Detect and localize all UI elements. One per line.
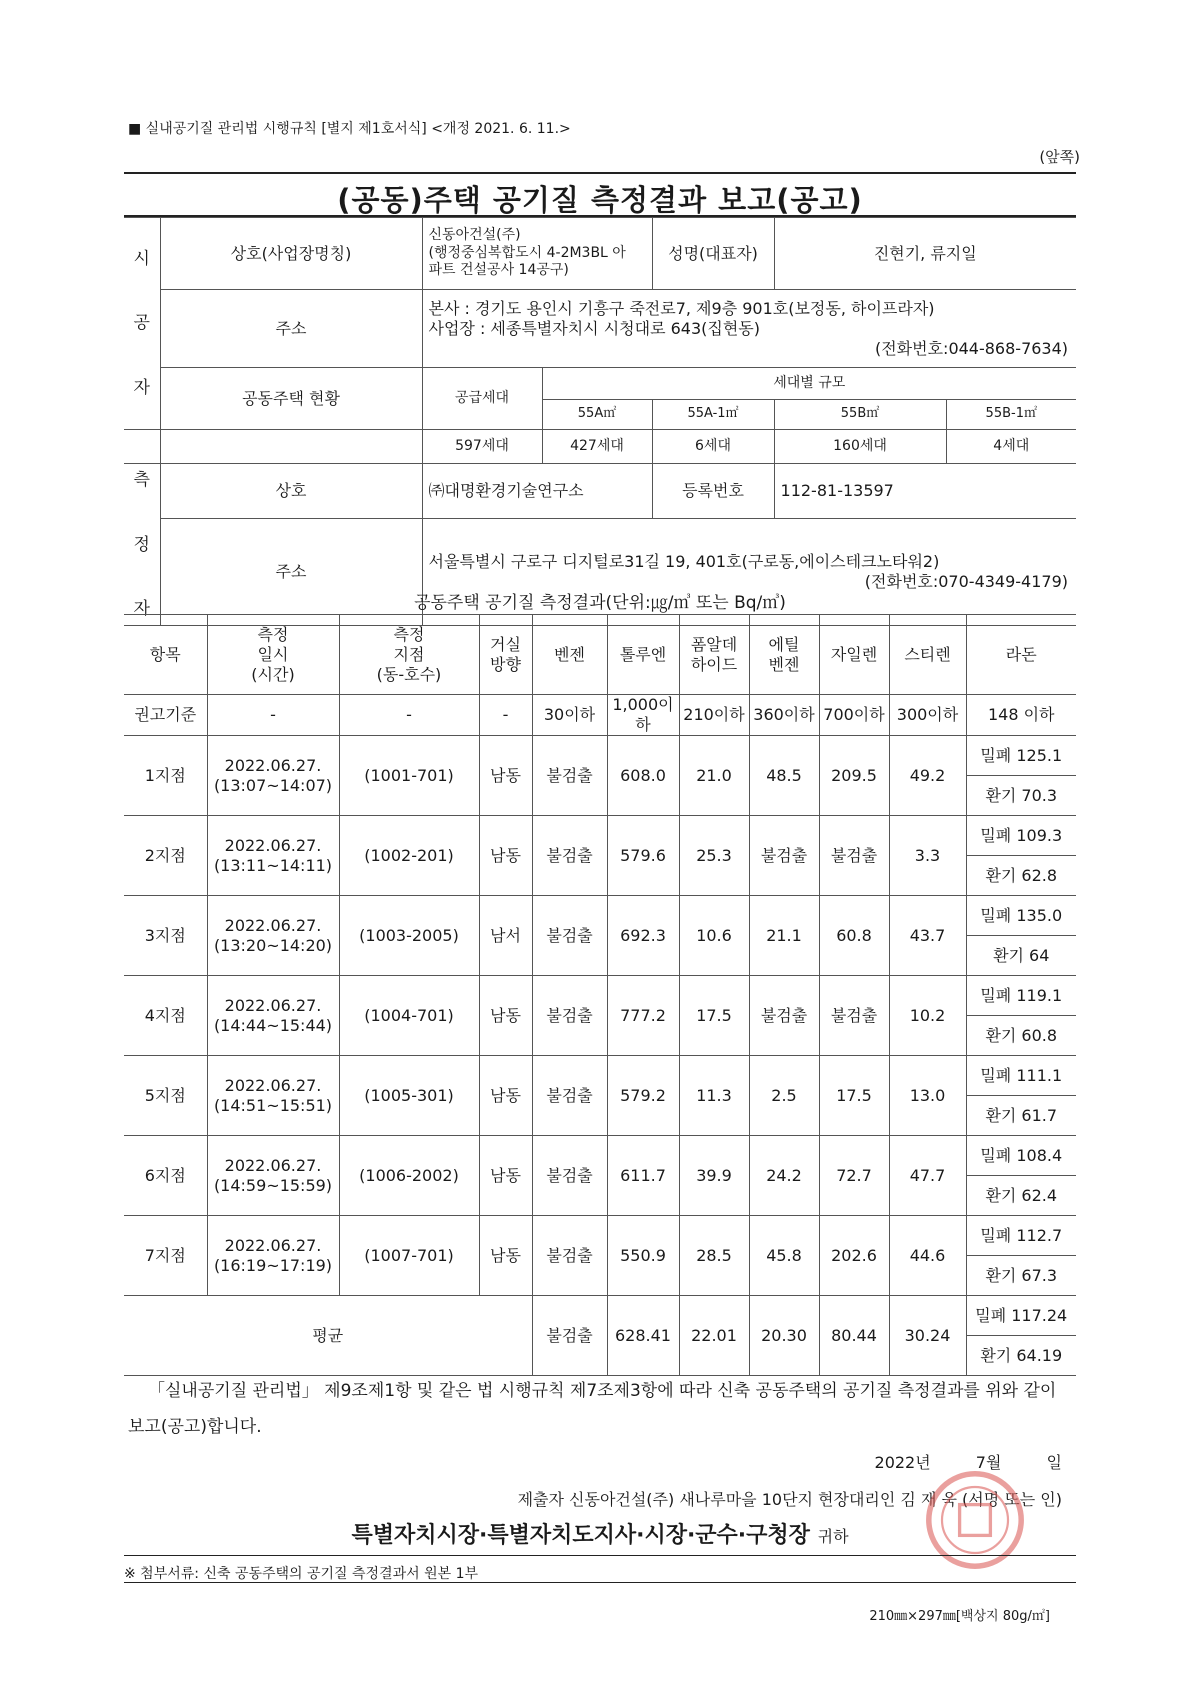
representative-value: 진현기, 류지일 bbox=[774, 218, 1076, 290]
living-direction: 남동 bbox=[479, 1216, 532, 1296]
measure-datetime: 2022.06.27. (16:19~17:19) bbox=[207, 1216, 339, 1296]
measure-datetime: 2022.06.27. (14:51~15:51) bbox=[207, 1056, 339, 1136]
official-seal-stamp bbox=[920, 1465, 1030, 1575]
living-direction: 남동 bbox=[479, 1136, 532, 1216]
formaldehyde-value: 10.6 bbox=[679, 896, 749, 976]
address-label: 주소 bbox=[160, 290, 422, 368]
company-value: 신동아건설(주) (행정중심복합도시 4-2M3BL 아 파트 건설공사 14공구) bbox=[422, 218, 652, 290]
measure-location: (1004-701) bbox=[339, 976, 479, 1056]
header-ethylbenzene: 에틸 벤젠 bbox=[749, 615, 819, 695]
point-label: 6지점 bbox=[124, 1136, 207, 1216]
registration-label: 등록번호 bbox=[652, 464, 774, 519]
xylene-value: 불검출 bbox=[819, 976, 889, 1056]
measure-location: (1002-201) bbox=[339, 816, 479, 896]
radon-closed-value: 밀폐 111.1 bbox=[966, 1056, 1076, 1096]
company-label: 상호(사업장명칭) bbox=[160, 218, 422, 290]
measure-datetime: 2022.06.27. (13:07~14:07) bbox=[207, 736, 339, 816]
standard-benzene: 30이하 bbox=[532, 695, 607, 736]
header-formaldehyde: 폼알데 하이드 bbox=[679, 615, 749, 695]
measure-location: (1003-2005) bbox=[339, 896, 479, 976]
average-radon-vent: 환기 64.19 bbox=[966, 1336, 1076, 1376]
styrene-value: 3.3 bbox=[889, 816, 966, 896]
info-table bbox=[124, 217, 1076, 626]
housing-label: 공동주택 현황 bbox=[160, 368, 422, 430]
table-row bbox=[124, 1056, 1076, 1096]
header-datetime: 측정 일시 (시간) bbox=[207, 615, 339, 695]
recipient-title: 특별자치시장·특별자치도지사·시장·군수·구청장 bbox=[351, 1523, 810, 1548]
toluene-value: 777.2 bbox=[607, 976, 679, 1056]
point-label: 7지점 bbox=[124, 1216, 207, 1296]
radon-vent-value: 환기 61.7 bbox=[966, 1096, 1076, 1136]
xylene-value: 60.8 bbox=[819, 896, 889, 976]
average-styrene: 30.24 bbox=[889, 1296, 966, 1376]
point-label: 2지점 bbox=[124, 816, 207, 896]
measure-location: (1005-301) bbox=[339, 1056, 479, 1136]
header-styrene: 스티렌 bbox=[889, 615, 966, 695]
average-radon-closed: 밀폐 117.24 bbox=[966, 1296, 1076, 1336]
radon-closed-value: 밀폐 119.1 bbox=[966, 976, 1076, 1016]
radon-vent-value: 환기 60.8 bbox=[966, 1016, 1076, 1056]
formaldehyde-value: 39.9 bbox=[679, 1136, 749, 1216]
results-table bbox=[124, 614, 1076, 1376]
styrene-value: 43.7 bbox=[889, 896, 966, 976]
measurer-phone: (전화번호:070-4349-4179) bbox=[864, 572, 1069, 592]
formaldehyde-value: 21.0 bbox=[679, 736, 749, 816]
measure-location: (1006-2002) bbox=[339, 1136, 479, 1216]
toluene-value: 611.7 bbox=[607, 1136, 679, 1216]
date-year: 2022년 bbox=[874, 1453, 931, 1472]
formaldehyde-value: 28.5 bbox=[679, 1216, 749, 1296]
ethylbenzene-value: 24.2 bbox=[749, 1136, 819, 1216]
table-row bbox=[124, 1216, 1076, 1256]
header-item: 항목 bbox=[124, 615, 207, 695]
page-side-label: (앞쪽) bbox=[1039, 148, 1080, 166]
count-55b: 160세대 bbox=[774, 430, 946, 464]
standard-label: 권고기준 bbox=[124, 695, 207, 736]
living-direction: 남동 bbox=[479, 1056, 532, 1136]
header-direction: 거실 방향 bbox=[479, 615, 532, 695]
address-phone: (전화번호:044-868-7634) bbox=[874, 338, 1069, 358]
address-value bbox=[422, 290, 1076, 368]
measure-location: (1007-701) bbox=[339, 1216, 479, 1296]
attachment-rule-bottom bbox=[124, 1582, 1076, 1583]
radon-vent-value: 환기 70.3 bbox=[966, 776, 1076, 816]
measure-location: (1001-701) bbox=[339, 736, 479, 816]
measurer-company-label: 상호 bbox=[160, 464, 422, 519]
living-direction: 남동 bbox=[479, 976, 532, 1056]
attachment-rule-top bbox=[124, 1555, 1076, 1556]
formaldehyde-value: 17.5 bbox=[679, 976, 749, 1056]
paper-spec: 210㎜×297㎜[백상지 80g/㎡] bbox=[869, 1609, 1050, 1624]
type-55a-1: 55A-1㎡ bbox=[652, 400, 774, 430]
results-title: 공동주택 공기질 측정결과(단위:㎍/㎥ 또는 Bq/㎥) bbox=[414, 593, 786, 613]
standard-styrene: 300이하 bbox=[889, 695, 966, 736]
living-direction: 남서 bbox=[479, 896, 532, 976]
date-day: 일 bbox=[1046, 1453, 1062, 1472]
radon-closed-value: 밀폐 125.1 bbox=[966, 736, 1076, 776]
formaldehyde-value: 11.3 bbox=[679, 1056, 749, 1136]
header-benzene: 벤젠 bbox=[532, 615, 607, 695]
radon-vent-value: 환기 67.3 bbox=[966, 1256, 1076, 1296]
ethylbenzene-value: 2.5 bbox=[749, 1056, 819, 1136]
representative-label: 성명(대표자) bbox=[652, 218, 774, 290]
toluene-value: 692.3 bbox=[607, 896, 679, 976]
measure-datetime: 2022.06.27. (14:44~15:44) bbox=[207, 976, 339, 1056]
table-row bbox=[124, 976, 1076, 1016]
measure-datetime: 2022.06.27. (13:11~14:11) bbox=[207, 816, 339, 896]
benzene-value: 불검출 bbox=[532, 976, 607, 1056]
table-row bbox=[124, 816, 1076, 856]
standard-toluene: 1,000이하 bbox=[607, 695, 679, 736]
living-direction: 남동 bbox=[479, 816, 532, 896]
toluene-value: 608.0 bbox=[607, 736, 679, 816]
measure-datetime: 2022.06.27. (13:20~14:20) bbox=[207, 896, 339, 976]
scale-label: 세대별 규모 bbox=[542, 368, 1076, 400]
measurer-group-label: 측 정 자 bbox=[124, 464, 160, 626]
registration-value: 112-81-13597 bbox=[774, 464, 1076, 519]
styrene-value: 10.2 bbox=[889, 976, 966, 1056]
attachment-note: ※ 첨부서류: 신축 공동주택의 공기질 측정결과서 원본 1부 bbox=[124, 1566, 479, 1582]
radon-closed-value: 밀폐 135.0 bbox=[966, 896, 1076, 936]
styrene-value: 44.6 bbox=[889, 1216, 966, 1296]
toluene-value: 579.2 bbox=[607, 1056, 679, 1136]
statement: 「실내공기질 관리법」 제9조제1항 및 같은 법 시행규칙 제7조제3항에 따라 신축 공동주택의 공기질 측정결과를 위와 같이 보고(공고)합니다. bbox=[128, 1381, 1057, 1437]
styrene-value: 13.0 bbox=[889, 1056, 966, 1136]
ethylbenzene-value: 불검출 bbox=[749, 816, 819, 896]
average-ethylbenzene: 20.30 bbox=[749, 1296, 819, 1376]
toluene-value: 579.6 bbox=[607, 816, 679, 896]
form-header: ■ 실내공기질 관리법 시행규칙 [별지 제1호서식] <개정 2021. 6. 11.> bbox=[128, 121, 571, 137]
xylene-value: 202.6 bbox=[819, 1216, 889, 1296]
radon-vent-value: 환기 62.8 bbox=[966, 856, 1076, 896]
xylene-value: 불검출 bbox=[819, 816, 889, 896]
standard-row bbox=[124, 695, 1076, 736]
point-label: 4지점 bbox=[124, 976, 207, 1056]
measurer-company-value: ㈜대명환경기술연구소 bbox=[422, 464, 652, 519]
average-formaldehyde: 22.01 bbox=[679, 1296, 749, 1376]
measurer-address-line: 서울특별시 구로구 디지털로31길 19, 401호(구로동,에이스테크노타워2) bbox=[428, 552, 940, 572]
ethylbenzene-value: 48.5 bbox=[749, 736, 819, 816]
page-title: (공동)주택 공기질 측정결과 보고(공고) bbox=[337, 183, 863, 217]
point-label: 5지점 bbox=[124, 1056, 207, 1136]
table-row bbox=[124, 736, 1076, 776]
header-toluene: 톨루엔 bbox=[607, 615, 679, 695]
xylene-value: 209.5 bbox=[819, 736, 889, 816]
toluene-value: 550.9 bbox=[607, 1216, 679, 1296]
formaldehyde-value: 25.3 bbox=[679, 816, 749, 896]
standard-direction: - bbox=[479, 695, 532, 736]
ethylbenzene-value: 45.8 bbox=[749, 1216, 819, 1296]
ethylbenzene-value: 불검출 bbox=[749, 976, 819, 1056]
date-month: 7월 bbox=[975, 1453, 1002, 1472]
benzene-value: 불검출 bbox=[532, 816, 607, 896]
benzene-value: 불검출 bbox=[532, 1136, 607, 1216]
type-55b-1: 55B-1㎡ bbox=[946, 400, 1076, 430]
xylene-value: 72.7 bbox=[819, 1136, 889, 1216]
standard-formaldehyde: 210이하 bbox=[679, 695, 749, 736]
standard-xylene: 700이하 bbox=[819, 695, 889, 736]
living-direction: 남동 bbox=[479, 736, 532, 816]
radon-closed-value: 밀폐 112.7 bbox=[966, 1216, 1076, 1256]
count-55a: 427세대 bbox=[542, 430, 652, 464]
header-location: 측정 지점 (동-호수) bbox=[339, 615, 479, 695]
standard-radon: 148 이하 bbox=[966, 695, 1076, 736]
average-xylene: 80.44 bbox=[819, 1296, 889, 1376]
title-rule-top bbox=[124, 172, 1076, 174]
table-row bbox=[124, 1136, 1076, 1176]
benzene-value: 불검출 bbox=[532, 736, 607, 816]
ethylbenzene-value: 21.1 bbox=[749, 896, 819, 976]
table-row bbox=[124, 896, 1076, 936]
count-55b-1: 4세대 bbox=[946, 430, 1076, 464]
benzene-value: 불검출 bbox=[532, 896, 607, 976]
average-benzene: 불검출 bbox=[532, 1296, 607, 1376]
point-label: 1지점 bbox=[124, 736, 207, 816]
radon-vent-value: 환기 62.4 bbox=[966, 1176, 1076, 1216]
address-line-2: 사업장 : 세종특별자치시 시청대로 643(집현동) bbox=[428, 318, 761, 338]
radon-vent-value: 환기 64 bbox=[966, 936, 1076, 976]
benzene-value: 불검출 bbox=[532, 1056, 607, 1136]
benzene-value: 불검출 bbox=[532, 1216, 607, 1296]
point-label: 3지점 bbox=[124, 896, 207, 976]
type-55a: 55A㎡ bbox=[542, 400, 652, 430]
standard-datetime: - bbox=[207, 695, 339, 736]
count-55a-1: 6세대 bbox=[652, 430, 774, 464]
type-55b: 55B㎡ bbox=[774, 400, 946, 430]
submitter: 제출자 신동아건설(주) 새나루마을 10단지 현장대리인 김 재 욱 (서명 또는 인) bbox=[517, 1490, 1062, 1509]
average-label: 평균 bbox=[124, 1296, 532, 1376]
standard-location: - bbox=[339, 695, 479, 736]
styrene-value: 49.2 bbox=[889, 736, 966, 816]
constructor-group-label: 시 공 자 bbox=[124, 218, 160, 430]
radon-closed-value: 밀폐 108.4 bbox=[966, 1136, 1076, 1176]
header-xylene: 자일렌 bbox=[819, 615, 889, 695]
radon-closed-value: 밀폐 109.3 bbox=[966, 816, 1076, 856]
standard-ethylbenzene: 360이하 bbox=[749, 695, 819, 736]
xylene-value: 17.5 bbox=[819, 1056, 889, 1136]
average-toluene: 628.41 bbox=[607, 1296, 679, 1376]
header-radon: 라돈 bbox=[966, 615, 1076, 695]
address-line-1: 본사 : 경기도 용인시 기흥구 죽전로7, 제9층 901호(보정동, 하이프라자) bbox=[428, 298, 935, 318]
measurer-address-label: 주소 bbox=[160, 519, 422, 626]
supply-total: 597세대 bbox=[422, 430, 542, 464]
recipient-suffix: 귀하 bbox=[817, 1527, 849, 1546]
measure-datetime: 2022.06.27. (14:59~15:59) bbox=[207, 1136, 339, 1216]
styrene-value: 47.7 bbox=[889, 1136, 966, 1216]
supply-label: 공급세대 bbox=[422, 368, 542, 430]
average-row bbox=[124, 1296, 1076, 1336]
